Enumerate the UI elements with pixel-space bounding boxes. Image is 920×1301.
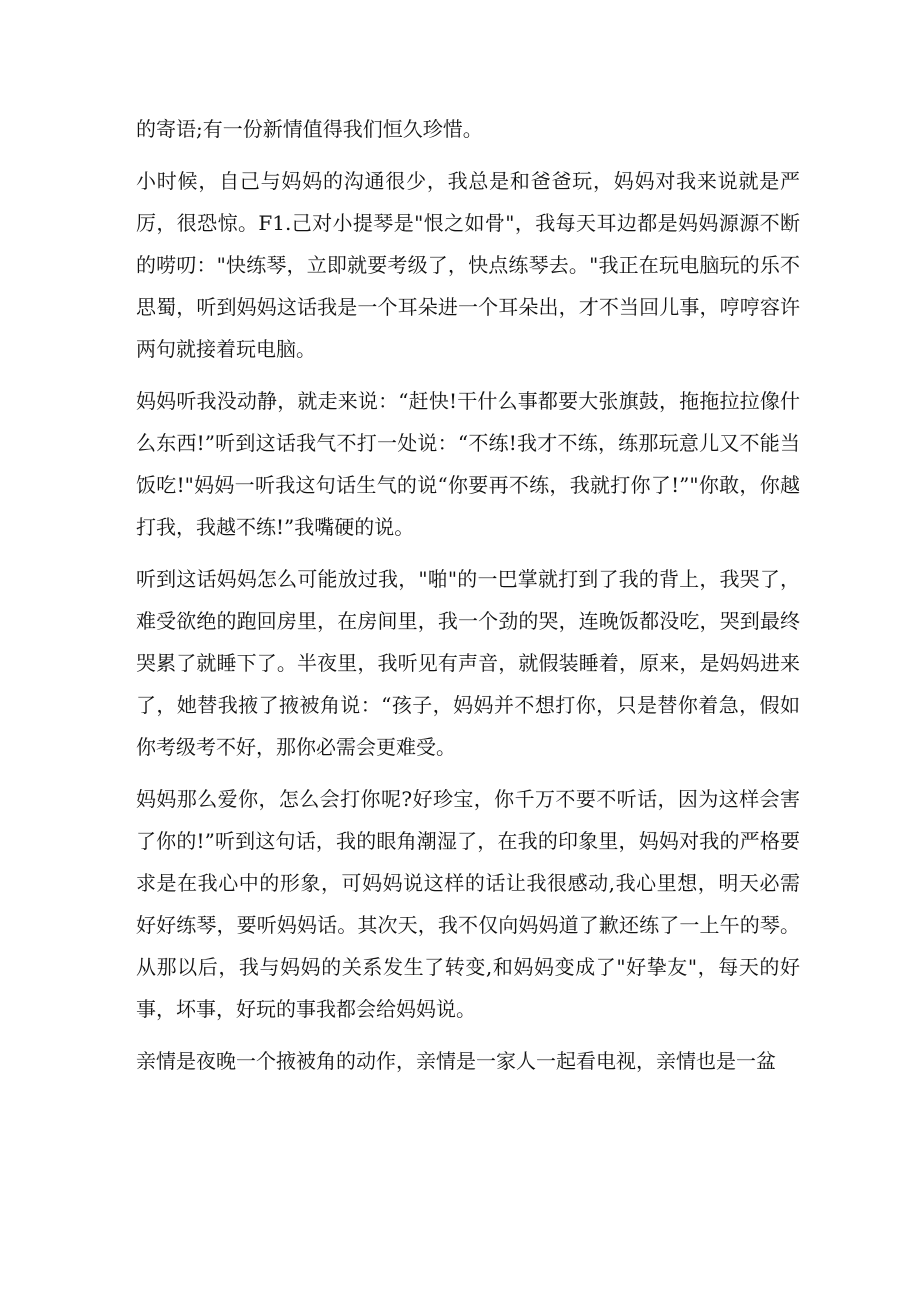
- paragraph: 妈妈那么爱你，怎么会打你呢?好珍宝，你千万不要不听话，因为这样会害了你的!”听到这句话，我的眼角潮湿了，在我的印象里，妈妈对我的严格要求是在我心中的形象，可妈妈说这样的话让我很感动,我心里想，明天必需好好练琴，要听妈妈话。其次天，我不仅向妈妈道了歉还练了一上午的琴。从那以后，我与妈妈的关系发生了转变,和妈妈变成了"好挚友"，每天的好事，坏事，好玩的事我都会给妈妈说。: [136, 787, 800, 1021]
- document-body: [136, 108, 800, 1082]
- paragraph: 的寄语;有一份新情值得我们恒久珍惜。: [136, 117, 483, 141]
- paragraph: 小时候，自己与妈妈的沟通很少，我总是和爸爸玩，妈妈对我来说就是严厉，很恐惊。F1.己对小提琴是"恨之如骨"，我每天耳边都是妈妈源源不断的唠叨："快练琴，立即就要考级了，快点练琴去。"我正在玩电脑玩的乐不思蜀，听到妈妈这话我是一个耳朵进一个耳朵出，才不当回儿事，哼哼容许两句就接着玩电脑。: [136, 169, 800, 361]
- paragraph: 亲情是夜晚一个掖被角的动作，亲情是一家人一起看电视，亲情也是一盆: [136, 1049, 776, 1073]
- paragraph: 妈妈听我没动静，就走来说：“赶快!干什么事都要大张旗鼓，拖拖拉拉像什么东西!”听到这话我气不打一处说：“不练!我才不练，练那玩意儿又不能当饭吃!"妈妈一听我这句话生气的说“你要再不练，我就打你了!”"你敢，你越打我，我越不练!”我嘴硬的说。: [136, 389, 800, 539]
- paragraph: 听到这话妈妈怎么可能放过我，"啪"的一巴掌就打到了我的背上，我哭了，难受欲绝的跑回房里，在房间里，我一个劲的哭，连晚饭都没吃，哭到最终哭累了就睡下了。半夜里，我听见有声音，就假装睡着，原来，是妈妈进来了，她替我掖了掖被角说：“孩子，妈妈并不想打你，只是替你着急，假如你考级考不好，那你必需会更难受。: [136, 567, 800, 759]
